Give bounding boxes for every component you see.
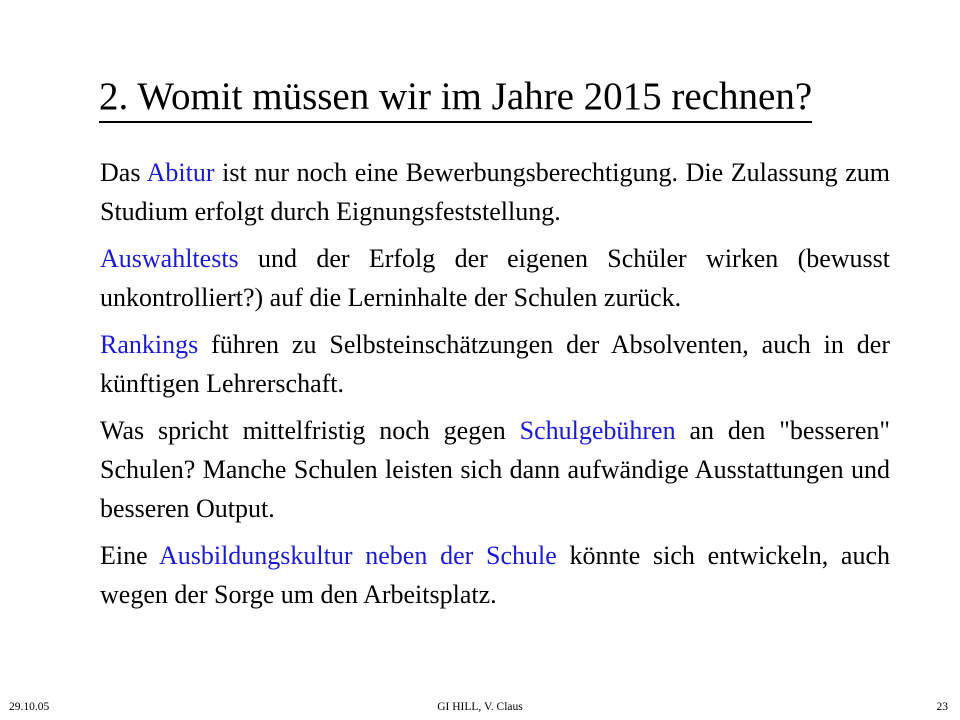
paragraph-text: Das [100,158,147,187]
paragraph-text [353,541,366,570]
paragraph-auswahltests [100,239,890,317]
paragraph-text: führen zu Selbsteinschätzungen der Absolventen, auch in der künftigen Lehrerschaft. [100,330,890,398]
footer-author: GI HILL, V. Claus [437,701,523,713]
highlight-rankings: Rankings [100,330,199,359]
highlight-neben-der-schule: neben der Schule [365,541,557,570]
paragraph-text: ist nur noch eine Bewerbungsberechtigung. Die Zulassung zum Studium erfolgt durch Eignungsfeststellung. [100,158,891,226]
highlight-ausbildungskultur: Ausbildungskultur [158,541,353,570]
paragraph-text: Was spricht mittelfristig noch gegen [100,416,520,445]
paragraph-ausbildungskultur [100,536,890,614]
footer-page-number: 23 [936,701,948,713]
paragraph-schulgebuehren [100,411,890,528]
paragraph-text: könnte sich entwickeln, auch wegen der Sorge um den Arbeitsplatz. [100,541,891,609]
paragraph-text: Eine [100,541,159,570]
highlight-auswahltests: Auswahltests [100,244,239,273]
footer-date: 29.10.05 [9,701,50,713]
slide-body [100,153,890,622]
paragraph-text: und der Erfolg der eigenen Schüler wirken (bewusst unkontrolliert?) auf die Lerninhalte der Schulen zurück. [100,244,890,312]
paragraph-rankings [100,325,890,403]
highlight-abitur: Abitur [146,158,215,187]
paragraph-abitur [100,153,890,231]
highlight-schulgebuehren: Schulgebühren [519,416,676,445]
slide-title: 2. Womit müssen wir im Jahre 2015 rechnen? [99,74,812,123]
paragraph-text: an den "besseren" Schulen? Manche Schulen leisten sich dann aufwändige Ausstattungen und besseren Output. [100,416,891,523]
